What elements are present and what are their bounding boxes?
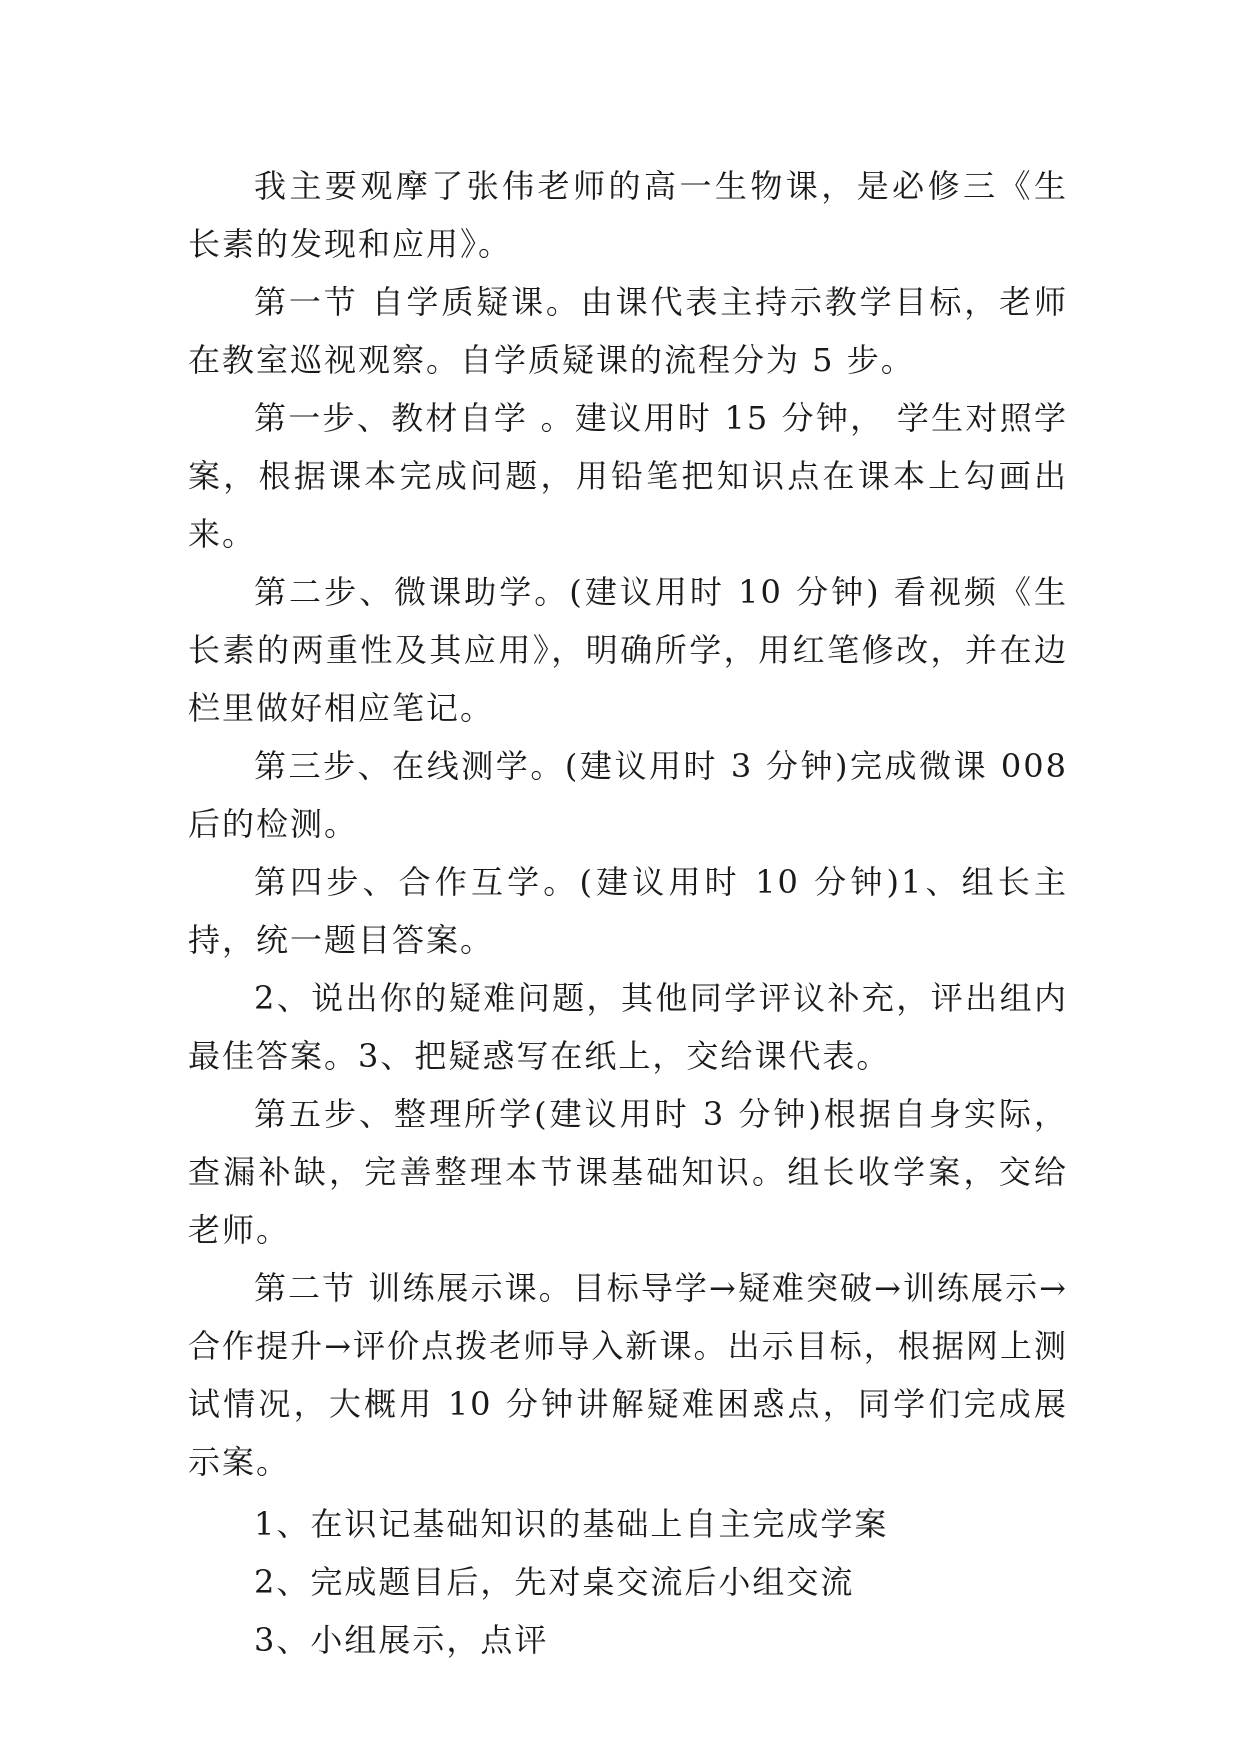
paragraph-intro: 我主要观摩了张伟老师的高一生物课，是必修三《生长素的发现和应用》。 <box>188 167 1068 263</box>
paragraph-step-four-continued: 2、说出你的疑难问题，其他同学评议补充，评出组内最佳答案。3、把疑惑写在纸上，交给课代表。 <box>188 979 1068 1075</box>
paragraph-step-one: 第一步、教材自学 。建议用时 15 分钟， 学生对照学案，根据课本完成问题，用铅笔把知识点在课本上勾画出来。 <box>188 399 1068 553</box>
list-item-three: 3、小组展示，点评 <box>254 1621 549 1659</box>
paragraph-step-five: 第五步、整理所学(建议用时 3 分钟)根据自身实际，查漏补缺，完善整理本节课基础知识。组长收学案，交给老师。 <box>188 1095 1068 1249</box>
document-body <box>188 157 1068 1669</box>
paragraph-section-two: 第二节 训练展示课。目标导学→疑难突破→训练展示→合作提升→评价点拨老师导入新课。出示目标，根据网上测试情况，大概用 10 分钟讲解疑难困惑点，同学们完成展示案。 <box>188 1269 1068 1481</box>
paragraph-step-three: 第三步、在线测学。(建议用时 3 分钟)完成微课 008 后的检测。 <box>188 747 1068 843</box>
list-item-one: 1、在识记基础知识的基础上自主完成学案 <box>254 1505 889 1543</box>
paragraph-section-one: 第一节 自学质疑课。由课代表主持示教学目标，老师在教室巡视观察。自学质疑课的流程分为 5 步。 <box>188 283 1068 379</box>
list-item-two: 2、完成题目后，先对桌交流后小组交流 <box>254 1563 855 1601</box>
paragraph-step-two: 第二步、微课助学。(建议用时 10 分钟) 看视频《生长素的两重性及其应用》，明确所学，用红笔修改，并在边栏里做好相应笔记。 <box>188 573 1068 727</box>
paragraph-step-four: 第四步、合作互学。(建议用时 10 分钟)1、组长主持，统一题目答案。 <box>188 863 1068 959</box>
